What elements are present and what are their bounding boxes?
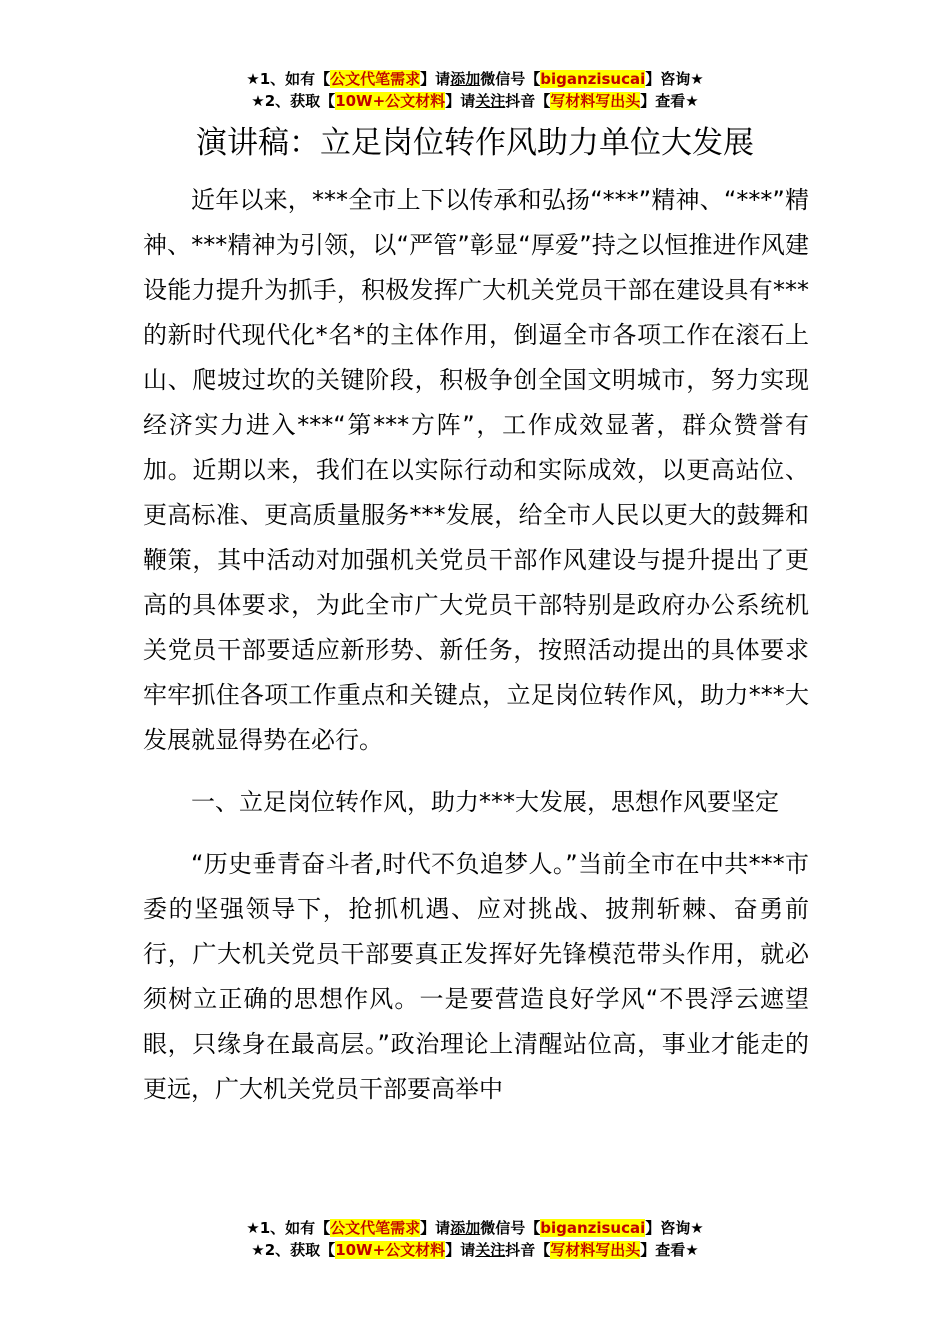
promo-emphasis: 添加 bbox=[450, 70, 481, 88]
promo-text: 】查看★ bbox=[640, 92, 699, 110]
promo-text: 抖音【 bbox=[505, 92, 551, 110]
promo-line-1 bbox=[0, 68, 950, 90]
promo-text: ★2、获取【 bbox=[251, 1241, 336, 1259]
promo-emphasis: 关注 bbox=[475, 1241, 506, 1259]
promo-text: 微信号【 bbox=[480, 1219, 541, 1237]
promo-highlight-wechat-id: biganzisucai bbox=[540, 70, 646, 88]
promo-emphasis: 关注 bbox=[475, 92, 506, 110]
promo-line-2 bbox=[0, 1239, 950, 1261]
promo-text: ★2、获取【 bbox=[251, 92, 336, 110]
promo-text: 抖音【 bbox=[505, 1241, 551, 1259]
promo-text: 】咨询★ bbox=[645, 70, 704, 88]
promo-highlight: 10W+公文材料 bbox=[335, 1241, 446, 1259]
promo-highlight-wechat-id: biganzisucai bbox=[540, 1219, 646, 1237]
promo-text: 】查看★ bbox=[640, 1241, 699, 1259]
promo-text: 】请 bbox=[420, 1219, 451, 1237]
promo-line-1 bbox=[0, 1217, 950, 1239]
footer-promo-banner bbox=[0, 1217, 950, 1261]
body-paragraph: 近年以来，***全市上下以传承和弘扬“***”精神、“***”精神、***精神为引领，以“严管”彰显“厚爱”持之以恒推进作风建设能力提升为抓手，积极发挥广大机关党员干部在建设具有***的新时代现代化*名*的主体作用，倒逼全市各项工作在滚石上山、爬坡过坎的关键阶段，积极争创全国文明城市，努力实现经济实力进入***“第***方阵”，工作成效显著，群众赞誉有加。近期以来，我们在以实际行动和实际成效，以更高站位、更高标准、更高质量服务***发展，给全市人民以更大的鼓舞和鞭策，其中活动对加强机关党员干部作风建设与提升提出了更高的具体要求，为此全市广大党员干部特别是政府办公系统机关党员干部要适应新形势、新任务，按照活动提出的具体要求牢牢抓住各项工作重点和关键点，立足岗位转作风，助力***大发展就显得势在必行。 bbox=[143, 186, 809, 754]
header-promo-banner bbox=[0, 68, 950, 112]
promo-text: 】请 bbox=[445, 92, 476, 110]
promo-highlight: 10W+公文材料 bbox=[335, 92, 446, 110]
promo-highlight: 公文代笔需求 bbox=[330, 70, 421, 88]
promo-emphasis: 添加 bbox=[450, 1219, 481, 1237]
promo-text: ★1、如有【 bbox=[246, 70, 331, 88]
document-title: 演讲稿：立足岗位转作风助力单位大发展 bbox=[196, 125, 754, 161]
document-body bbox=[143, 178, 809, 1112]
promo-highlight-douyin: 写材料写出头 bbox=[550, 92, 641, 110]
promo-highlight: 公文代笔需求 bbox=[330, 1219, 421, 1237]
promo-text: 】咨询★ bbox=[645, 1219, 704, 1237]
promo-line-2 bbox=[0, 90, 950, 112]
promo-highlight-douyin: 写材料写出头 bbox=[550, 1241, 641, 1259]
promo-text: 】请 bbox=[420, 70, 451, 88]
promo-text: 】请 bbox=[445, 1241, 476, 1259]
promo-text: 微信号【 bbox=[480, 70, 541, 88]
body-paragraph: “历史垂青奋斗者,时代不负追梦人。”当前全市在中共***市委的坚强领导下，抢抓机遇、应对挑战、披荆斩棘、奋勇前行，广大机关党员干部要真正发挥好先锋模范带头作用，就必须树立正确的思想作风。一是要营造良好学风“不畏浮云遮望眼，只缘身在最高层。”政治理论上清醒站位高，事业才能走的更远，广大机关党员干部要高举中 bbox=[143, 850, 809, 1103]
promo-text: ★1、如有【 bbox=[246, 1219, 331, 1237]
section-heading: 一、立足岗位转作风，助力***大发展，思想作风要坚定 bbox=[191, 788, 779, 816]
